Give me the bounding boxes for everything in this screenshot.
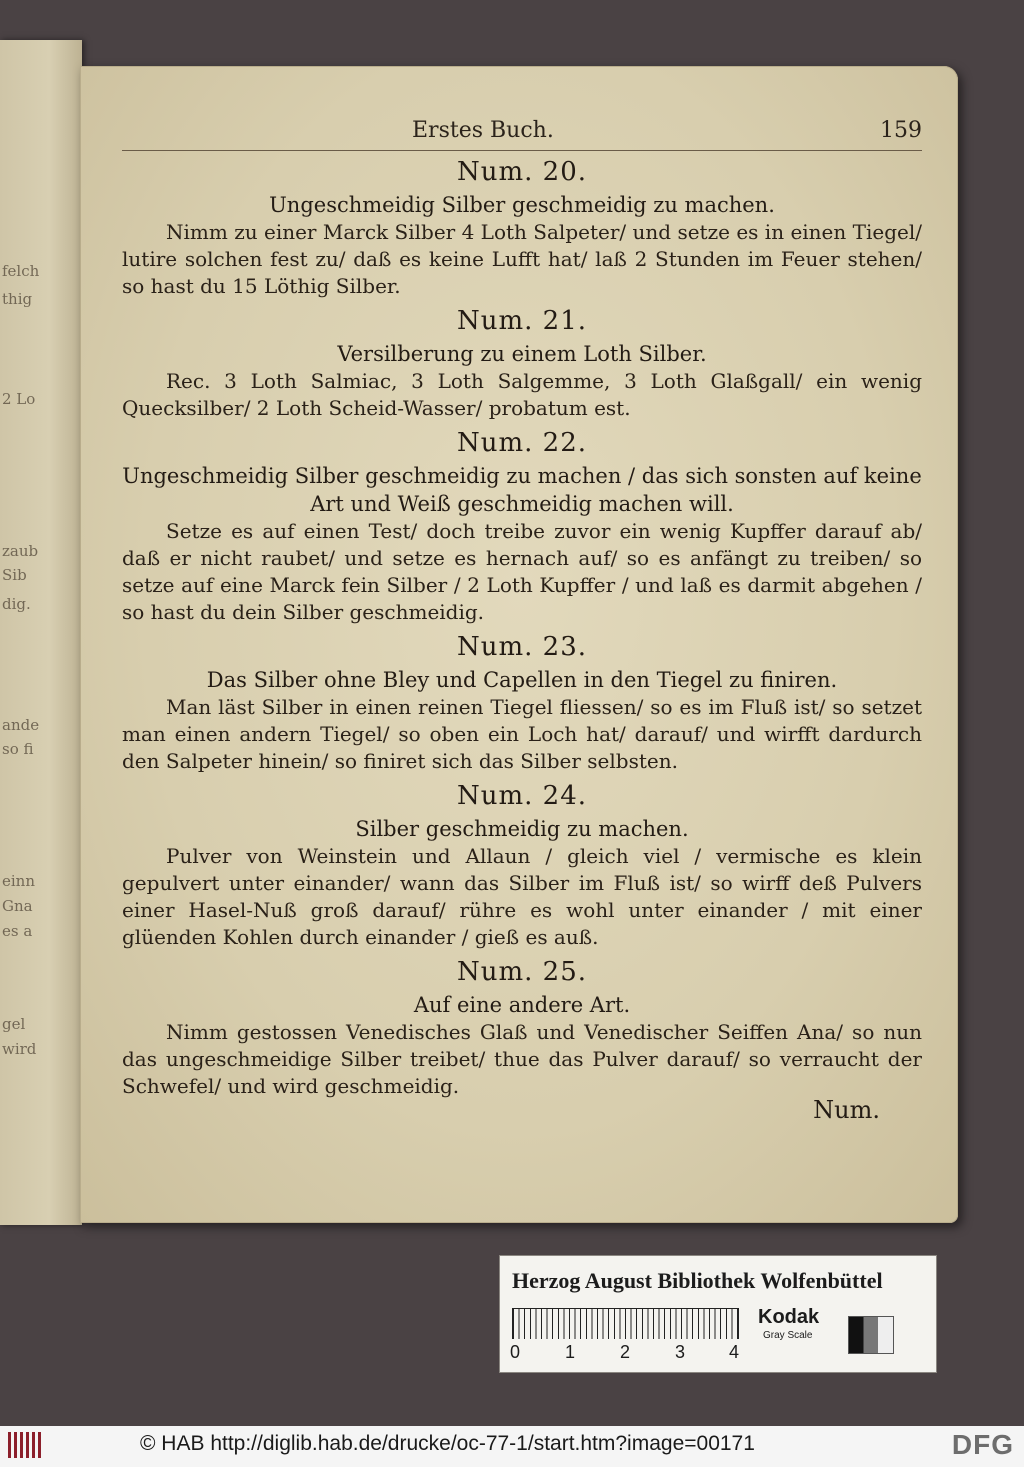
facing-page-fragment: ande <box>2 716 40 734</box>
facing-page-fragment: einn <box>2 872 35 890</box>
facing-page-fragment: Gna <box>2 897 33 915</box>
facing-page-fragment: wird <box>2 1040 37 1058</box>
facing-page-fragment: gel <box>2 1015 26 1033</box>
entry-text: Man läst Silber in einen reinen Tiegel fliessen/ so es im Fluß ist/ so setzet man einen andern Tiegel/ so oben ein Loch hat/ darauf/ und wirfft dardurch den Salpeter hinein/ so finiret sich das Silber selbsten. <box>122 695 922 773</box>
page-number: 159 <box>880 118 922 143</box>
entry-heading: Das Silber ohne Bley und Capellen in den Tiegel zu finiren. <box>206 668 838 692</box>
ruler-number: 1 <box>565 1342 576 1362</box>
page-content <box>122 116 922 1100</box>
recipe-entry <box>122 632 922 775</box>
gray-scale-swatch <box>848 1316 894 1354</box>
facing-page-fragment: zaub <box>2 542 39 560</box>
hab-logo-icon <box>8 1432 42 1458</box>
source-url[interactable]: © HAB http://diglib.hab.de/drucke/oc-77-1/start.htm?image=00171 <box>140 1432 755 1455</box>
library-name: Herzog August Bibliothek Wolfenbüttel <box>512 1268 883 1293</box>
entry-text: Nimm zu einer Marck Silber 4 Loth Salpeter/ und setze es in einen Tiegel/ lutire solchen fest zu/ daß es keine Lufft hat/ laß 2 Stunden im Feuer stehen/ so hast du 15 Löthig Silber. <box>122 220 922 298</box>
running-head <box>122 116 922 151</box>
running-head-title: Erstes Buch. <box>412 118 554 143</box>
entry-number: Num. 21. <box>456 306 588 336</box>
recipe-entry <box>122 781 922 951</box>
facing-page-fragment: es a <box>2 922 33 940</box>
entry-number: Num. 23. <box>456 632 588 662</box>
entry-heading: Ungeschmeidig Silber geschmeidig zu machen / das sich sonsten auf keine Art und Weiß geschmeidig machen will. <box>122 464 922 516</box>
kodak-brand: Kodak <box>758 1306 820 1328</box>
entry-text: Rec. 3 Loth Salmiac, 3 Loth Salgemme, 3 Loth Glaßgall/ ein wenig Quecksilber/ 2 Loth Scheid-Wasser/ probatum est. <box>122 369 922 420</box>
color-calibration-label <box>499 1255 937 1373</box>
entry-text: Nimm gestossen Venedisches Glaß und Venedischer Seiffen Ana/ so nun das ungeschmeidige Silber treibet/ thue das Pulver darauf/ so verraucht der Schwefel/ und wird geschmeidig. <box>122 1020 922 1098</box>
facing-page-fragment: felch <box>2 262 40 280</box>
footer-bar <box>0 1426 1024 1467</box>
ruler-number: 4 <box>729 1342 740 1362</box>
facing-page-fragment: thig <box>2 290 33 308</box>
facing-page-fragment: so fi <box>2 740 34 758</box>
catchword: Num. <box>813 1096 880 1124</box>
entry-number: Num. 25. <box>456 957 588 987</box>
entry-heading: Silber geschmeidig zu machen. <box>355 817 689 841</box>
entry-heading: Versilberung zu einem Loth Silber. <box>337 342 707 366</box>
entry-number: Num. 22. <box>456 428 588 458</box>
gray-scale-caption: Gray Scale <box>763 1330 813 1341</box>
facing-page-fragment: 2 Lo <box>2 390 36 408</box>
recipe-entry <box>122 157 922 300</box>
facing-page-edge <box>0 40 82 1225</box>
dfg-logo: DFG <box>951 1429 1014 1460</box>
recipe-entry <box>122 428 922 626</box>
entry-text: Setze es auf einen Test/ doch treibe zuvor ein wenig Kupffer darauf ab/ daß er nicht raubet/ und setze es hernach auf/ so es anfängt zu treiben/ so setze auf eine Marck fein Silber / 2 Loth Kupffer / und laß es darmit abgehen / so hast du dein Silber geschmeidig. <box>122 519 922 624</box>
book-page <box>80 66 958 1223</box>
entry-number: Num. 20. <box>456 157 588 187</box>
recipe-entry <box>122 306 922 422</box>
facing-page-fragment: Sib <box>2 566 27 584</box>
facing-page-fragment: dig. <box>2 595 31 613</box>
entry-heading: Auf eine andere Art. <box>413 993 631 1017</box>
entry-text: Pulver von Weinstein und Allaun / gleich viel / vermische es klein gepulvert unter einander/ wann das Silber im Fluß ist/ so wirff deß Pulvers einer Hasel-Nuß groß darauf/ rühre es wohl unter einander / mit einer glüenden Kohlen durch einander / gieß es auß. <box>122 844 922 949</box>
scale-ruler <box>512 1308 739 1339</box>
entry-number: Num. 24. <box>456 781 588 811</box>
ruler-number: 0 <box>510 1342 521 1362</box>
recipe-entry <box>122 957 922 1100</box>
ruler-number: 3 <box>675 1342 686 1362</box>
entry-heading: Ungeschmeidig Silber geschmeidig zu machen. <box>269 193 775 217</box>
ruler-number: 2 <box>620 1342 631 1362</box>
